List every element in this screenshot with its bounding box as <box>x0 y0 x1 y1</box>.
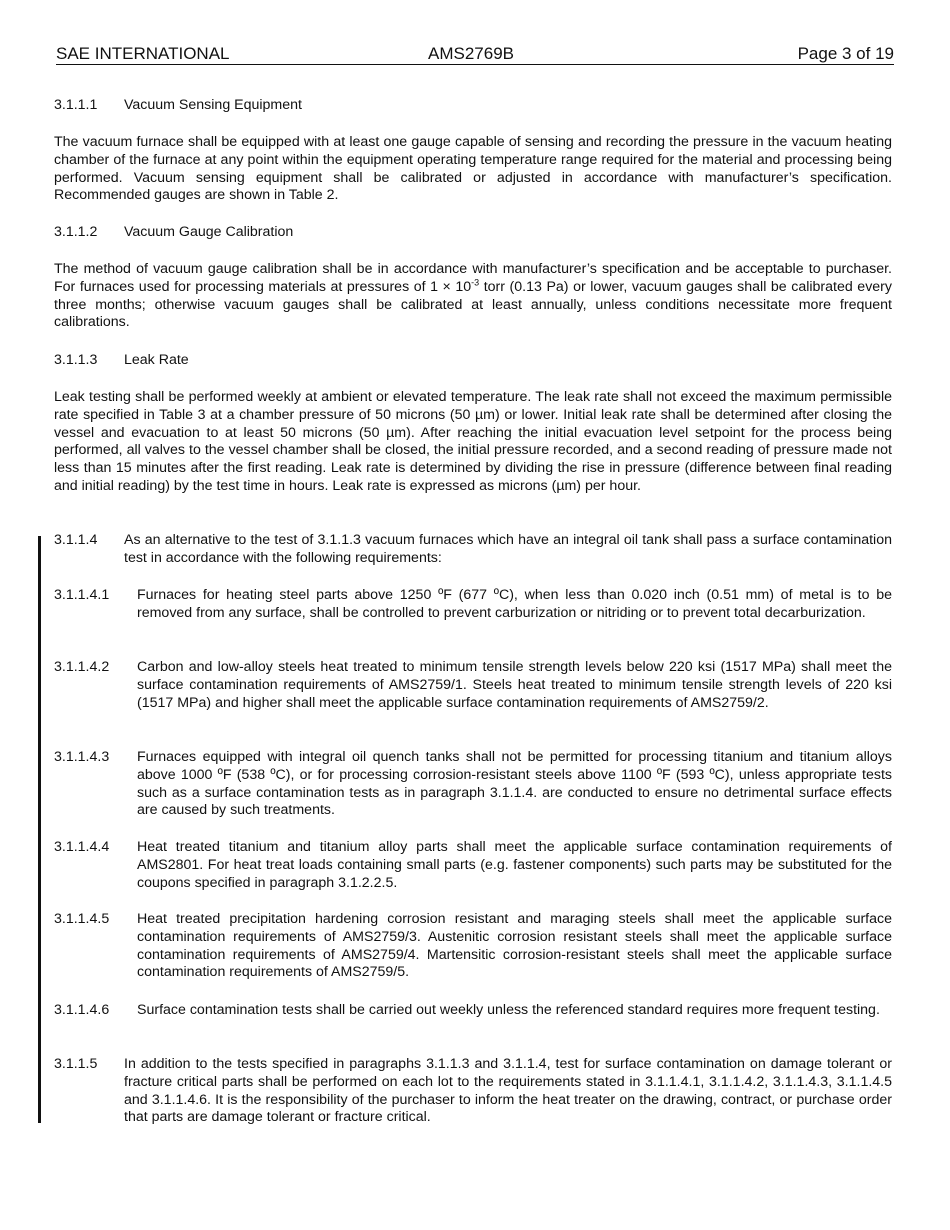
clause-number: 3.1.1.4 <box>54 532 98 548</box>
header-document-number: AMS2769B <box>428 44 514 63</box>
header-organization: SAE INTERNATIONAL <box>56 44 230 63</box>
clause-text: Surface contamination tests shall be carried out weekly unless the referenced standard requires more frequent testing. <box>137 1002 880 1018</box>
clause-number: 3.1.1.4.2 <box>54 659 110 675</box>
clause-text: Furnaces for heating steel parts above 1250 ºF (677 ºC), when less than 0.020 inch (0.51 mm) of metal is to be removed from any surface, shall be controlled to prevent carburization or nitriding or to prevent total decarburization. <box>137 587 892 621</box>
paragraph-text-part: The method of vacuum gauge calibration shall be in accordance with manufacturer’s specification and be acceptable to purchaser. For furnaces used for processing materials at pressures of 1 × 10 <box>54 261 892 295</box>
clause-3-1-1-4-2 <box>54 659 892 712</box>
clause-3-1-1-4-5 <box>54 911 892 982</box>
revision-change-bar <box>38 536 41 1123</box>
section-number: 3.1.1.1 <box>54 97 98 113</box>
exponent: -3 <box>471 277 480 288</box>
page-header <box>56 44 894 65</box>
paragraph-gauge-calibration <box>54 261 892 332</box>
clause-number: 3.1.1.4.3 <box>54 749 110 765</box>
clause-text: Furnaces equipped with integral oil quench tanks shall not be permitted for processing titanium and titanium alloys above 1000 ºF (538 ºC), or for processing corrosion-resistant steels above 1100 ºF (593 ºC), unless appropriate tests such as a surface contamination tests as in paragraph 3.1.1.4. are conducted to ensure no detrimental surface effects are caused by such treatments. <box>137 749 892 819</box>
clause-text: Heat treated precipitation hardening corrosion resistant and maraging steels shall meet the applicable surface contamination requirements of AMS2759/3. Austenitic corrosion resistant steels shall meet the applicable surface contamination requirements of AMS2759/4. Martensitic corrosion-resistant steels shall meet the applicable surface contamination requirements of AMS2759/5. <box>137 911 892 981</box>
clause-3-1-1-4-3 <box>54 749 892 820</box>
section-title: Vacuum Sensing Equipment <box>124 97 302 113</box>
clause-3-1-1-4 <box>54 532 892 568</box>
clause-3-1-1-5 <box>54 1056 892 1127</box>
section-title: Vacuum Gauge Calibration <box>124 224 294 240</box>
paragraph-leak-rate: Leak testing shall be performed weekly at ambient or elevated temperature. The leak rate shall not exceed the maximum permissible rate specified in Table 3 at a chamber pressure of 50 microns (50 µm) or lower. Initial leak rate shall be determined after closing the vessel and evacuation to at least 50 microns (50 µm). After reaching the initial evacuation level setpoint for the process being performed, all valves to the vessel chamber shall be closed, the initial pressure recorded, and a second reading of pressure made not less than 15 minutes after the first reading. Leak rate is determined by dividing the rise in pressure (difference between final reading and initial reading) by the test time in hours. Leak rate is expressed as microns (µm) per hour. <box>54 389 892 494</box>
section-title: Leak Rate <box>124 352 189 368</box>
clause-text: Heat treated titanium and titanium alloy parts shall meet the applicable surface contamination requirements of AMS2801. For heat treat loads containing small parts (e.g. fastener components) such parts may be substituted for the coupons specified in paragraph 3.1.2.2.5. <box>137 839 892 891</box>
section-number: 3.1.1.2 <box>54 224 98 240</box>
clause-number: 3.1.1.4.5 <box>54 911 110 927</box>
clause-text: As an alternative to the test of 3.1.1.3 vacuum furnaces which have an integral oil tank shall pass a surface contamination test in accordance with the following requirements: <box>124 532 892 566</box>
clause-number: 3.1.1.4.4 <box>54 839 110 855</box>
paragraph-text-part: torr (0.13 Pa) or lower, vacuum gauges shall be calibrated every three months; otherwise vacuum gauges shall be calibrated at least annually, unless conditions necessitate more frequent calibrations. <box>54 278 892 331</box>
section-number: 3.1.1.3 <box>54 352 98 368</box>
clause-number: 3.1.1.4.6 <box>54 1002 110 1018</box>
clause-3-1-1-4-4 <box>54 839 892 892</box>
clause-text: In addition to the tests specified in paragraphs 3.1.1.3 and 3.1.1.4, test for surface contamination on damage tolerant or fracture critical parts shall be performed on each lot to the requirements stated in 3.1.1.4.1, 3.1.1.4.2, 3.1.1.4.3, 3.1.1.4.5 and 3.1.1.4.6. It is the responsibility of the purchaser to inform the heat treater on the drawing, contract, or purchase order that parts are damage tolerant or fracture critical. <box>124 1056 892 1126</box>
clause-number: 3.1.1.4.1 <box>54 587 110 603</box>
paragraph-vacuum-sensing: The vacuum furnace shall be equipped with at least one gauge capable of sensing and recording the pressure in the vacuum heating chamber of the furnace at any point within the equipment operating temperature range required for the material and processing being performed. Vacuum sensing equipment shall be calibrated or adjusted in accordance with manufacturer’s specification. Recommended gauges are shown in Table 2. <box>54 134 892 204</box>
clause-number: 3.1.1.5 <box>54 1056 98 1072</box>
clause-3-1-1-4-6 <box>54 1002 892 1020</box>
header-page-number: Page 3 of 19 <box>797 44 894 63</box>
clause-3-1-1-4-1 <box>54 587 892 623</box>
clause-text: Carbon and low-alloy steels heat treated to minimum tensile strength levels below 220 ksi (1517 MPa) shall meet the surface contamination requirements of AMS2759/1. Steels heat treated to minimum tensile strength levels of 220 ksi (1517 MPa) and higher shall meet the applicable surface contamination requirements of AMS2759/2. <box>137 659 892 711</box>
